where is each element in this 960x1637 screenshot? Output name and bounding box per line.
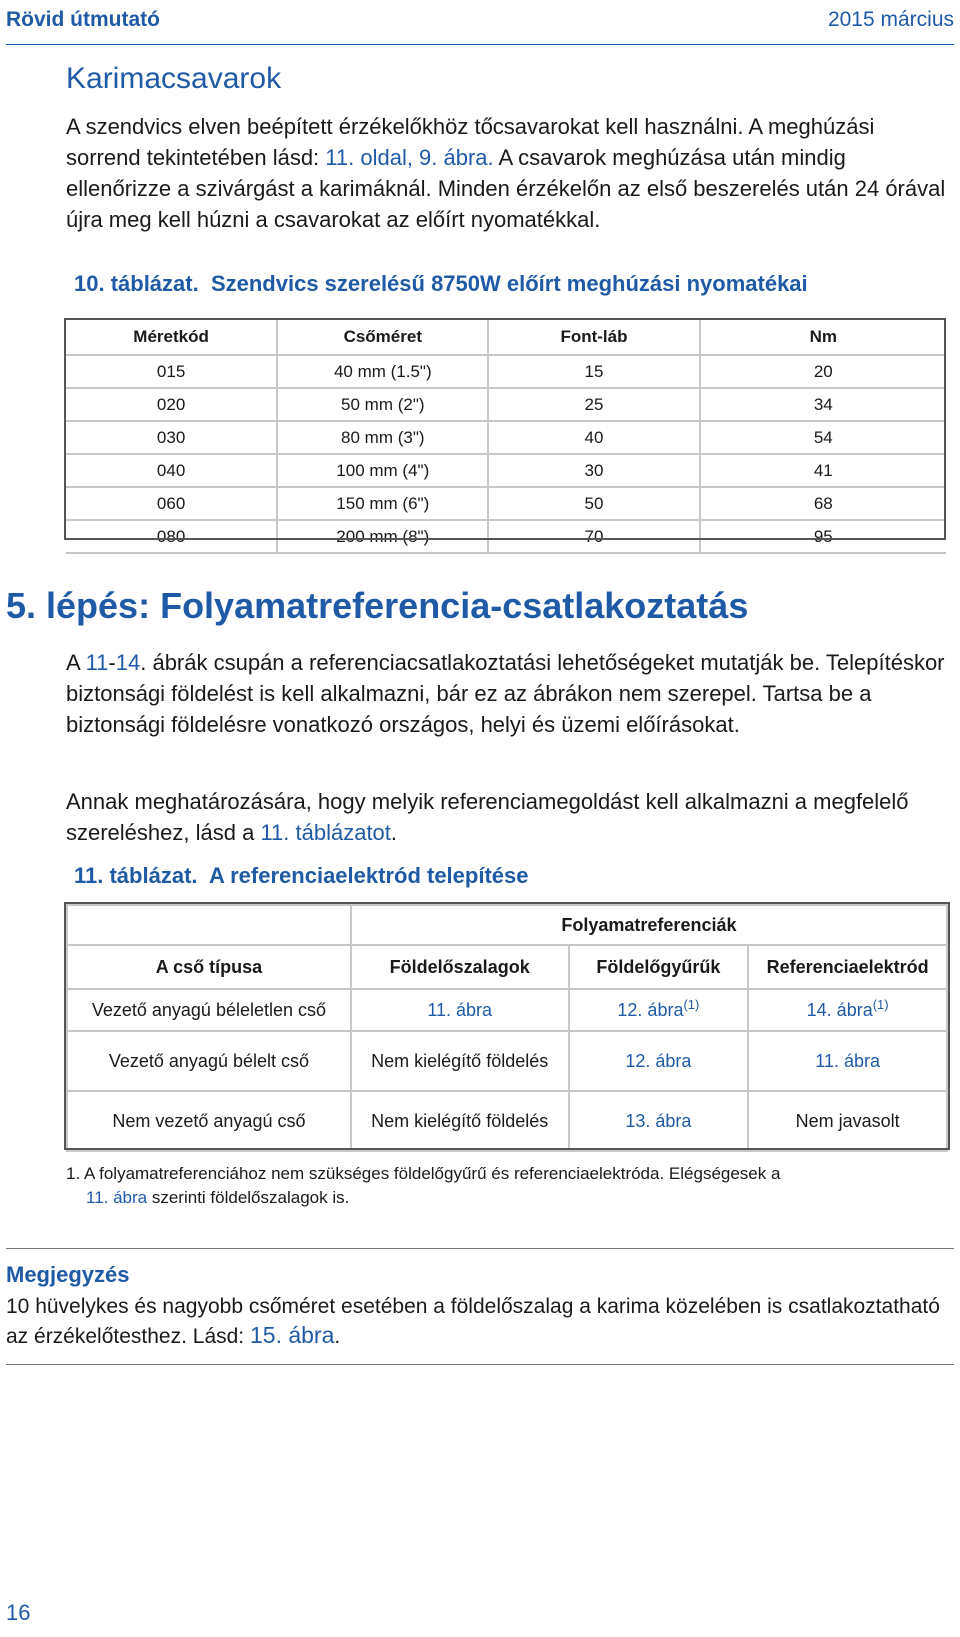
figure-link[interactable]: 11. ábra — [351, 989, 569, 1031]
table-cell — [748, 989, 947, 1031]
table-link[interactable]: 11. táblázatot — [260, 820, 391, 845]
table-cell: 30 — [488, 454, 699, 487]
table-cell: Vezető anyagú béleletlen cső — [67, 989, 351, 1031]
table-row — [66, 388, 946, 421]
column-header: Referenciaelektród — [748, 945, 947, 989]
table-cell: 015 — [66, 355, 277, 388]
note-body: 10 hüvelykes és nagyobb csőméret esetében a földelőszalag a karima közelében is csatlakoztatható az érzékelőtesthez. Lásd: 15. ábra. — [6, 1295, 940, 1348]
column-header: Nm — [700, 320, 946, 355]
flange-bolts-paragraph: A szendvics elven beépített érzékelőkhöz tőcsavarokat kell használni. A meghúzási sorrend tekintetében lásd: 11. oldal, 9. ábra. A csavarok meghúzása után mindig ellenőrizze a szivárgást a karimáknál. Minden érzékelőn az első beszerelés után 24 órával újra meg kell húzni a csavarokat az előírt nyomatékkal. — [66, 114, 946, 232]
running-header-date: 2015 március — [827, 8, 954, 31]
column-header: Méretkód — [66, 320, 277, 355]
column-header: Csőméret — [277, 320, 488, 355]
table-row — [66, 487, 946, 520]
table-cell: Nem kielégítő földelés — [351, 1091, 569, 1151]
table-cell: 25 — [488, 388, 699, 421]
table-cell: Nem vezető anyagú cső — [67, 1091, 351, 1151]
table10-caption: 10. táblázat. Szendvics szerelésű 8750W előírt meghúzási nyomatékai — [74, 271, 808, 296]
table-cell: 54 — [700, 421, 946, 454]
column-header: A cső típusa — [67, 945, 351, 989]
table-cell: 080 — [66, 520, 277, 553]
footnote-marker[interactable]: (1) — [683, 996, 700, 1012]
step-paragraph-2: Annak meghatározására, hogy melyik referenciamegoldást kell alkalmazni a megfelelő szereléshez, lásd a 11. táblázatot. — [66, 789, 909, 845]
table-cell: 100 mm (4") — [277, 454, 488, 487]
table-cell: Nem javasolt — [748, 1091, 947, 1151]
table-cell: 030 — [66, 421, 277, 454]
torque-table — [66, 320, 946, 554]
table-cell: 200 mm (8") — [277, 520, 488, 553]
table-cell: 20 — [700, 355, 946, 388]
table-cell: 40 — [488, 421, 699, 454]
table-cell — [569, 989, 749, 1031]
figure-link[interactable]: 15. ábra — [249, 1322, 335, 1348]
table-cell: Vezető anyagú bélelt cső — [67, 1031, 351, 1091]
table-cell: Nem kielégítő földelés — [351, 1031, 569, 1091]
section-title: Karimacsavarok — [66, 62, 282, 95]
table-cell: 70 — [488, 520, 699, 553]
column-header: Földelőgyűrűk — [569, 945, 749, 989]
table-cell: 34 — [700, 388, 946, 421]
group-header-row — [67, 905, 947, 945]
table-cell: 040 — [66, 454, 277, 487]
column-header: Földelőszalagok — [351, 945, 569, 989]
header-divider — [6, 44, 954, 45]
figure-link[interactable]: 14 — [115, 650, 141, 675]
figure-link[interactable]: 13. ábra — [569, 1091, 749, 1151]
table-header-row — [67, 945, 947, 989]
page-number: 16 — [6, 1600, 31, 1625]
footnote-number: 1. — [66, 1164, 81, 1183]
page-reference-link[interactable]: 11. oldal, 9. ábra. — [325, 145, 494, 170]
running-header-title: Rövid útmutató — [6, 8, 160, 31]
table-cell: 060 — [66, 487, 277, 520]
table-cell: 41 — [700, 454, 946, 487]
empty-header-cell — [67, 905, 351, 945]
figure-link[interactable]: 12. ábra — [617, 999, 684, 1020]
figure-link[interactable]: 14. ábra — [806, 999, 873, 1020]
table-cell: 80 mm (3") — [277, 421, 488, 454]
column-header: Font-láb — [488, 320, 699, 355]
table-row — [67, 1031, 947, 1091]
figure-link[interactable]: 11. ábra — [86, 1188, 148, 1207]
table-cell: 15 — [488, 355, 699, 388]
table-cell: 95 — [700, 520, 946, 553]
table-row — [67, 989, 947, 1031]
note-divider-bottom — [6, 1364, 954, 1365]
reference-table — [66, 904, 948, 1152]
table-cell: 50 — [488, 487, 699, 520]
footnote-marker[interactable]: (1) — [872, 996, 889, 1012]
table-cell: 020 — [66, 388, 277, 421]
table-row — [67, 1091, 947, 1151]
figure-link[interactable]: 11 — [85, 650, 109, 675]
figure-link[interactable]: 12. ábra — [569, 1031, 749, 1091]
table-row — [66, 355, 946, 388]
table-row — [66, 454, 946, 487]
group-header: Folyamatreferenciák — [351, 905, 947, 945]
figure-link[interactable]: 11. ábra — [748, 1031, 947, 1091]
step-paragraph-1: A 11-14. ábrák csupán a referenciacsatlakoztatási lehetőségeket mutatják be. Telepítéskor biztonsági földelést is kell alkalmazni, bár ez az ábrákon nem szerepel. Tartsa be a biztonsági földelésre vonatkozó országos, helyi és üzemi előírásokat. — [66, 650, 945, 737]
note-title: Megjegyzés — [6, 1262, 130, 1287]
table-cell: 40 mm (1.5") — [277, 355, 488, 388]
table-cell: 50 mm (2") — [277, 388, 488, 421]
table-row — [66, 520, 946, 553]
table-cell: 68 — [700, 487, 946, 520]
table-footnote: 1. A folyamatreferenciához nem szükséges földelőgyűrű és referenciaelektróda. Elégségesek a 11. ábra szerinti földelőszalagok is. — [66, 1164, 781, 1207]
table-header-row — [66, 320, 946, 355]
table-row — [66, 421, 946, 454]
note-divider-top — [6, 1248, 954, 1249]
table11-caption: 11. táblázat. A referenciaelektród telepítése — [74, 863, 529, 888]
step-heading: 5. lépés: Folyamatreferencia-csatlakoztatás — [6, 585, 749, 626]
table-cell: 150 mm (6") — [277, 487, 488, 520]
